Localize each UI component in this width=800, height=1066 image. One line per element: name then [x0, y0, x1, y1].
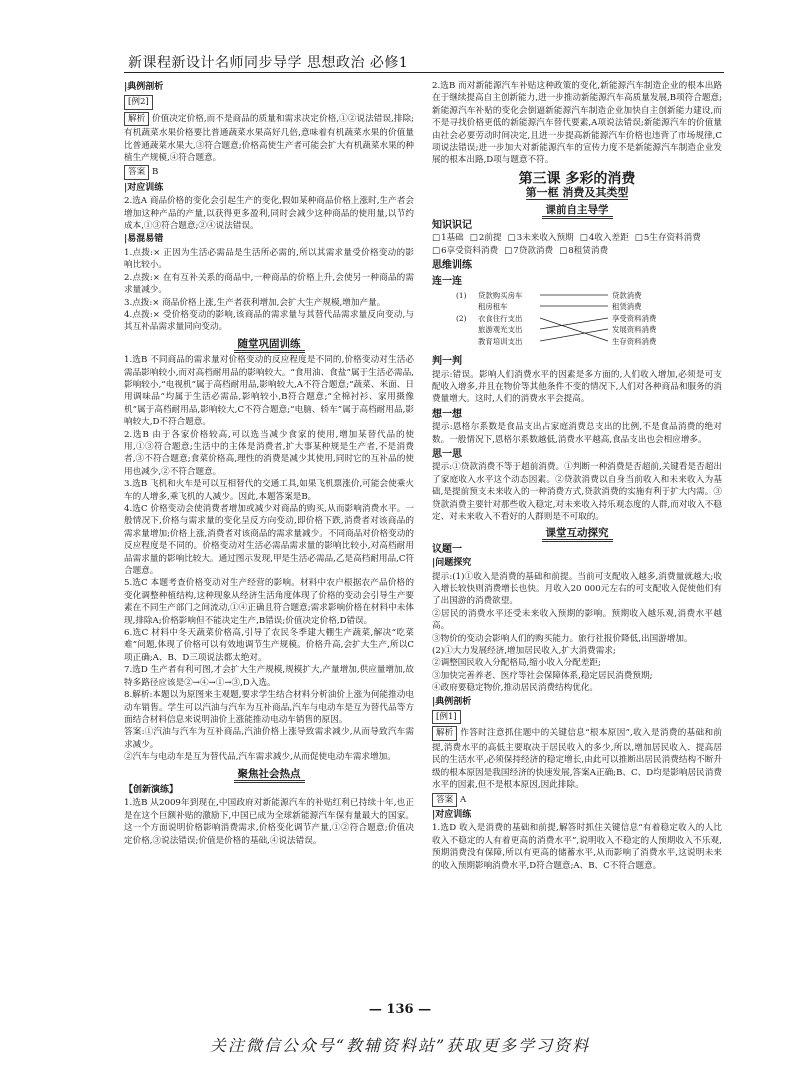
checklist-item: □ 1基础	[432, 232, 464, 244]
analysis-paragraph: 解析 作答时注意抓住题中的关键信息“根本原因”,收入是消费的基础和前提,消费水平的高低主要取决于居民收入的多少,所以,增加居民收入、提高居民的生活水平,必须保持经济的稳定增长,由此可以推断出居民消费结构不断升级的根本原因是我国经济的快速发展,答案A正确;B、C、D均是影响居民消费水平的因素,但不是根本原因,因此排除。	[432, 728, 722, 791]
checklist-item: □ 2前提	[470, 232, 502, 244]
diagram-right-item: 贷款消费	[612, 291, 642, 301]
diagram-left-item: 衣食住行支出	[478, 314, 523, 324]
exercise-item: ②汽车与电动车是互为替代品,汽车需求减少,从而促使电动车需求增加。	[124, 752, 396, 763]
diagram-left-item: 贷款购买房车	[478, 291, 523, 301]
section-heading: 聚焦社会热点	[124, 768, 414, 780]
subheading: 知识识记	[432, 220, 472, 232]
subheading: 想一想	[432, 408, 462, 420]
left-column	[124, 80, 414, 847]
exercise-item: 4.选C 价格变动会使消费者增加或减少对商品的购买,从而影响消费水平。一般情况下,价格与需求量的变化呈反方向变动,即价格下跌,消费者对该商品的需求量增加;价格上涨,消费者对该商品的需求量减少。不同商品对价格变动的反应程度是不同的。价格变动对生活必需品需求量的影响比较小,对高档耐用品需求量的影响比较大。通过图示发现,甲是生活必需品,乙是高档耐用品,C符合题意。	[124, 504, 414, 577]
example-label: [例1]	[432, 710, 461, 724]
answer-line: 答案 A	[432, 792, 722, 808]
checklist-item: □ 4收入差距	[580, 232, 629, 244]
header-rule	[124, 72, 724, 73]
exercise-item: 7.选D 生产者有利可图,才会扩大生产规模,规模扩大,产量增加,供应量增加,故特多路径应该是②→④→①→③,D入选。	[124, 665, 414, 688]
section-tag: |易混易错	[124, 234, 164, 245]
hint-paragraph: 提示:恩格尔系数是食品支出占家庭消费总支出的比例,不是食品消费的绝对数。一般情况下,恩格尔系数越低,消费水平越高,食品支出也会相应增多。	[432, 422, 722, 445]
checklist-item: □ 5生存资料消费	[635, 232, 701, 244]
subheading: 议题一	[432, 543, 462, 555]
section-tag: |典例剖析	[124, 82, 164, 92]
hint-paragraph: 提示:(1)①收入是消费的基础和前提。当前可支配收入越多,消费量就越大;收入增长较快则消费增长也快。月收入20 000元左右的可支配收入促使他们有了出国游的消费欲望。	[432, 571, 722, 607]
practice-item: 2.选B 而对新能源汽车补贴这种政策的变化,新能源汽车制造企业的根本出路在于继续提高自主创新能力,进一步推动新能源汽车高质量发展,B项符合题意;新能源汽车补贴的变化会倒逼新能源汽车制造企业加快自主创新能力建设,而不是寻找价格更低的新能源汽车替代要素,A项说法错误;新能源汽车的价值量由社会必要劳动时间决定,且进一步提高新能源汽车价格也违背了市场规律,C项说法错误;进一步加大对新能源汽车的宣传力度不是新能源汽车制造企业发展的根本出路,D项与题意不符。	[432, 81, 722, 166]
hint-paragraph: (2)①大力发展经济,增加居民收入,扩大消费需求;	[432, 646, 616, 657]
exercise-item: 3.选B 飞机和火车是可以互相替代的交通工具,如果飞机票涨价,可能会使乘火车的人增多,乘飞机的人减少。因此,本题答案是B。	[124, 479, 414, 502]
checklist-item: □ 6享受资料消费	[432, 245, 498, 257]
exercise-item: 5.选C 本题考查价格变动对生产经营的影响。材料中农户根据农产品价格的变化调整种植结构,这种现象从经济生活角度体现了价格的变动会引导生产要素在不同生产部门之间流动,①④正确且符合题意;需求影响价格在材料中未体现,排除A;价格影响但不能决定生产,B错误;价值决定价格,D错误。	[124, 578, 414, 626]
training-item: 2.选A 商品价格的变化会引起生产的变化,假如某种商品价格上涨时,生产者会增加这种产品的产量,以获得更多盈利,同时会减少这种商品的使用量,以节约成本,①③符合题意;②④说法错误。	[124, 196, 414, 232]
analysis-paragraph: 解析 价值决定价格,而不是商品的质量和需求决定价格,①②说法错误,排除;有机蔬菜水果价格要比普通蔬菜水果高好几倍,意味着有机蔬菜水果的价值量比普通蔬菜水果大,③符合题意;价格高使生产者可能会扩大有机蔬菜水果的种植生产规模,④符合题意。	[124, 113, 415, 164]
hint-paragraph: 提示:错误。影响人们消费水平的因素是多方面的,人们收入增加,必须是可支配收入增多,并且在物价等其他条件不变的情况下,人们对各种商品和服务的消费量增大。这时,人们的消费水平会提高。	[432, 369, 722, 405]
section-heading: 课堂互动探究	[432, 527, 722, 539]
page-number: — 136 —	[368, 1002, 432, 1017]
hint-paragraph: ③加快完善养老、医疗等社会保障体系,稳定居民消费预期;	[432, 670, 653, 681]
hint-paragraph: ③物价的变动会影响人们的购买能力。旅行社报价降低,出国游增加。	[432, 633, 693, 644]
checklist-item: □ 8租赁消费	[559, 245, 608, 257]
group-number: (1)	[456, 291, 467, 301]
exercise-item: 1.选B 不同商品的需求量对价格变动的反应程度是不同的,价格变动对生活必需品影响较小,而对高档耐用品的影响较大。“食用油、食盐”属于生活必需品,影响较小,“电视机”属于高档耐用品,影响较大,A不符合题意;“蔬菜、米面、日用调味品”均属于生活必需品,影响较小,B符合题意;“全棉衬衫、家用摄像机”属于高档耐用品,影响较大,C不符合题意;“电脑、轿车”属于高档耐用品,影响较大,D不符合题意。	[124, 355, 414, 428]
section-tag: |对应训练	[124, 182, 164, 193]
practice-item: 1.选B 从2009年到现在,中国政府对新能源汽车的补贴红利已持续十年,也正是在这个巨额补贴的激励下,中国已成为全球新能源汽车保有量最大的国家。这一个方面说明价格影响消费需求,价格变化调节产量,①②符合题意;价值决定价格,③说法错误;价值是价格的基础,④说法错误。	[124, 798, 414, 846]
error-item: 3.点拨:× 商品价格上涨,生产者获利增加,会扩大生产规模,增加产量。	[124, 297, 386, 308]
page-header: 新课程新设计名师同步导学 思想政治 必修1	[128, 55, 409, 71]
diagram-right-item: 租赁消费	[612, 302, 642, 312]
exercise-item: 6.选C 材料中冬天蔬菜价格高,引导了农民冬季建大棚生产蔬菜,解决“吃菜难”问题,体现了价格可以有效地调节生产规模。价格升高,会扩大生产,所以C项正确;A、B、D三项说法都太绝对。	[124, 628, 414, 663]
error-item: 4.点拨:× 受价格变动的影响,该商品的需求量与其替代品需求量反向变动,与其互补品需求量同向变动。	[124, 309, 414, 333]
section-tag: |典例剖析	[432, 696, 472, 707]
example-label: [例2]	[124, 95, 153, 109]
matching-diagram	[448, 290, 722, 352]
diagram-left-item: 旅游观光支出	[478, 325, 523, 335]
checklist-item: □ 3未来收入预期	[508, 232, 574, 244]
answer-line: 答案 B	[124, 164, 414, 180]
error-item: 2.点拨:× 在有互补关系的商品中,一种商品的价格上升,会使另一种商品的需求量减少。	[124, 272, 414, 296]
training-item: 1.选D 收入是消费的基础和前提,解答时抓住关键信息“有着稳定收入的人比收入不稳定的人有着更高的消费水平”,说明收入不稳定的人预期收入不乐观,预期消费没有保障,所以有更高的储蓄水平,从而影响了消费水平,这说明未来的收入预期影响消费水平,D符合题意;A、B、C不符合题意。	[432, 823, 722, 871]
answer-checklist	[432, 232, 722, 257]
group-number: (2)	[456, 314, 467, 324]
subheading: 思维训练	[432, 260, 472, 272]
hint-paragraph: ②调整国民收入分配格局,缩小收入分配差距;	[432, 658, 601, 669]
diagram-left-item: 教育培训支出	[478, 337, 523, 347]
section-tag: 【创新演练】	[124, 784, 179, 795]
subheading: 思一思	[432, 448, 462, 460]
exercise-item: 答案:①汽油与汽车为互补商品,汽油价格上涨导致需求减少,从而导致汽车需求减少。	[124, 727, 414, 750]
diagram-right-item: 享受资料消费	[612, 314, 657, 324]
footer-note: 关注微信公众号“教辅资料站”获取更多学习资料	[209, 1036, 591, 1055]
right-column	[432, 80, 722, 872]
hint-paragraph: ④政府要稳定物价,推动居民消费结构优化。	[432, 683, 599, 694]
checklist-item: □ 7贷款消费	[504, 245, 553, 257]
frame-title: 第一框 消费及其类型	[525, 186, 629, 200]
lesson-title: 第三课 多彩的消费	[518, 170, 636, 187]
exercise-item: 8.解析:本题以为原图来主观题,要求学生结合材料分析油价上涨为何能推动电动车销售。学生可以汽油与汽车为互补商品,汽车与电动车是互为替代品等方面结合材料信息来说明油价上涨能推动电动车销售的原因。	[124, 690, 414, 725]
section-heading: 课前自主导学	[432, 204, 722, 216]
error-item: 1.点拨:× 正因为生活必需品是生活所必需的,所以其需求量受价格变动的影响比较小。	[124, 247, 414, 271]
section-tag: |对应训练	[432, 809, 472, 820]
hint-paragraph: ②居民的消费水平还受未来收入预期的影响。预期收入越乐观,消费水平越高。	[432, 608, 722, 632]
section-tag: |问题探究	[432, 558, 472, 569]
diagram-left-item: 租房租车	[478, 302, 508, 312]
section-heading: 随堂巩固训练	[124, 338, 414, 350]
subheading: 判一判	[432, 356, 462, 368]
diagram-right-item: 发展资料消费	[612, 325, 657, 335]
subheading: 连一连	[432, 275, 462, 287]
diagram-right-item: 生存资料消费	[612, 337, 657, 347]
hint-paragraph: 提示:①贷款消费不等于超前消费。①判断一种消费是否超前,关键看是否超出了家庭收入水平这个动态因素。②贷款消费以自身当前收入和未来收入为基础,是提前预支未来收入的一种消费方式,贷款消费的实施有利于扩大内需。③贷款消费主要针对那些收入稳定,对未来收入持乐观态度的人群,而对收入不稳定、对未来收入不看好的人群则是不可取的。	[432, 462, 722, 522]
exercise-item: 2.选B 由于各家价格较高,可以选当减少食家的使用,增加某替代品的使用,①③符合题意;生活中的主体是消费者,扩大事某种规是生产者,不是消费者,③不符合题意;食菜价格高,理性的消费是减少其使用,同时它的互补品的使用也减少,②不符合题意。	[124, 429, 414, 477]
